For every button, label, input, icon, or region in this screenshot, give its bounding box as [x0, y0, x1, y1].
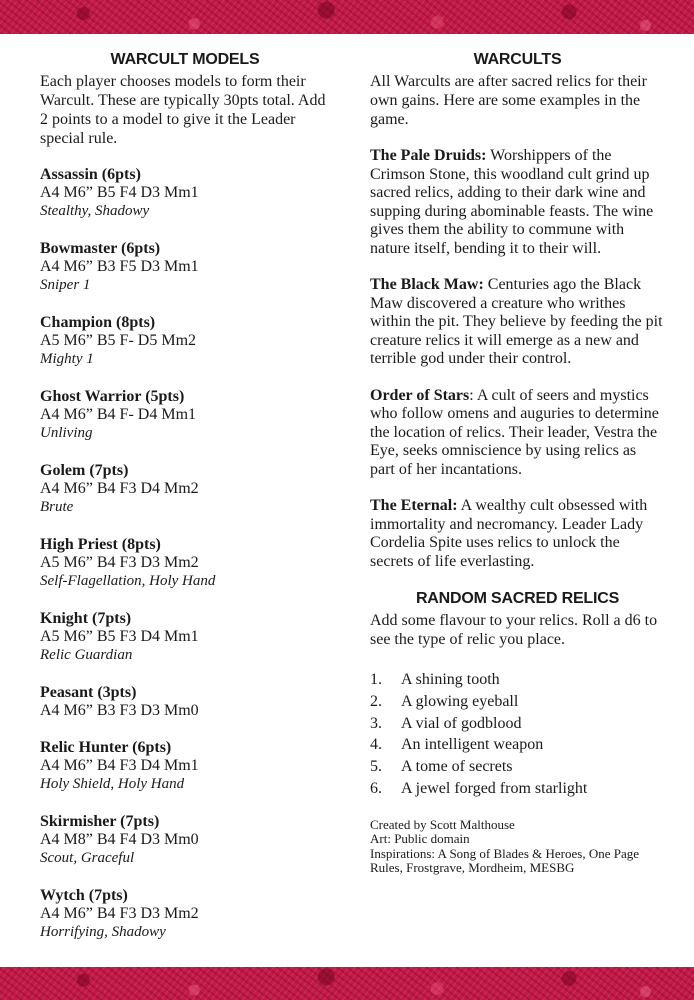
model-stats: A4 M6” B3 F5 D3 Mm1: [40, 258, 199, 275]
relic-item: [370, 734, 665, 756]
model-entry: [40, 813, 330, 868]
cult-description: : A cult of seers and mystics who follow omens and auguries to determine the location of relics. Their leader, Vestra the Eye, seeks omniscience by using relics as part of her incantations.: [370, 386, 659, 478]
relic-list: [370, 669, 665, 800]
model-stats: A5 M6” B5 F3 D4 Mm1: [40, 628, 199, 645]
relic-text: A glowing eyeball: [401, 692, 519, 710]
credits-art: Art: Public domain: [370, 831, 470, 847]
cult-entry: [370, 387, 665, 480]
model-name: Assassin (6pts): [40, 166, 141, 183]
model-special-rules: Mighty 1: [40, 351, 94, 367]
cult-entry: [370, 497, 665, 571]
model-entry: [40, 684, 330, 720]
model-name: Champion (8pts): [40, 314, 156, 331]
relics-heading: RANDOM SACRED RELICS: [415, 590, 620, 607]
model-stats: A4 M6” B4 F3 D3 Mm2: [40, 905, 199, 922]
model-stats: A4 M6” B4 F3 D4 Mm2: [40, 480, 199, 497]
bottom-decorative-band: [0, 967, 694, 1000]
model-entry: [40, 887, 330, 942]
model-entry: [40, 739, 330, 794]
model-stats: A4 M6” B3 F3 D3 Mm0: [40, 702, 199, 719]
relics-intro: Add some flavour to your relics. Roll a d6 to see the type of relic you place.: [370, 612, 658, 648]
warcult-models-intro: Each player chooses models to form their Warcult. These are typically 30pts total. Add 2 points to a model to give it the Leader special rule.: [40, 73, 326, 147]
model-entry: [40, 610, 330, 665]
relic-number: 1.: [370, 671, 382, 688]
relic-item: [370, 691, 665, 713]
relic-text: A shining tooth: [401, 671, 500, 688]
relic-number: 5.: [370, 758, 382, 776]
model-name: Bowmaster (6pts): [40, 240, 161, 257]
model-name: Relic Hunter (6pts): [40, 739, 172, 756]
cult-entry: [370, 147, 665, 258]
warcults-column: [370, 50, 665, 876]
cult-name: Order of Stars: [370, 386, 470, 404]
model-name: Skirmisher (7pts): [40, 813, 160, 830]
model-stats: A5 M6” B4 F3 D3 Mm2: [40, 554, 199, 571]
warcult-models-column: [40, 50, 330, 961]
model-stats: A5 M6” B5 F- D5 Mm2: [40, 332, 197, 349]
relic-number: 3.: [370, 714, 382, 732]
model-name: Knight (7pts): [40, 610, 132, 627]
relic-text: An intelligent weapon: [401, 736, 544, 754]
relic-number: 6.: [370, 779, 382, 797]
cult-name: The Pale Druids:: [370, 147, 487, 164]
warcults-heading: WARCULTS: [473, 51, 562, 68]
warcults-intro: All Warcults are after sacred relics for their own gains. Here are some examples in the game.: [370, 73, 647, 128]
credits-inspirations: Inspirations: A Song of Blades & Heroes, One Page Rules, Frostgrave, Mordheim, MESBG: [370, 845, 639, 876]
relic-text: A jewel forged from starlight: [401, 779, 588, 797]
model-stats: A4 M6” B4 F3 D4 Mm1: [40, 757, 199, 774]
cult-name: The Black Maw:: [370, 276, 484, 293]
warcult-models-heading: WARCULT MODELS: [110, 51, 260, 68]
relic-item: [370, 778, 665, 800]
relic-number: 4.: [370, 736, 382, 754]
model-special-rules: Relic Guardian: [40, 647, 133, 663]
model-name: Wytch (7pts): [40, 887, 128, 904]
cult-name: The Eternal:: [370, 497, 458, 514]
model-stats: A4 M8” B4 F4 D3 Mm0: [40, 831, 199, 848]
model-special-rules: Stealthy, Shadowy: [40, 203, 150, 219]
cult-entry: [370, 276, 665, 369]
model-entry: [40, 240, 330, 295]
cult-description: Centuries ago the Black Maw discovered a creature who writhes within the pit. They believe by feeding the pit creature relics it will emerge as a new and terrible god under their control.: [370, 276, 663, 367]
model-stats: A4 M6” B5 F4 D3 Mm1: [40, 184, 199, 201]
model-name: Peasant (3pts): [40, 684, 137, 701]
model-entry: [40, 388, 330, 443]
cult-description: A wealthy cult obsessed with immortality and necromancy. Leader Lady Cordelia Spite uses relics to unlock the secrets of life everlasting.: [370, 497, 648, 570]
model-entry: [40, 536, 330, 591]
model-special-rules: Unliving: [40, 425, 93, 441]
relic-item: [370, 669, 665, 691]
model-name: High Priest (8pts): [40, 536, 161, 553]
model-special-rules: Horrifying, Shadowy: [40, 924, 166, 940]
model-entry: [40, 462, 330, 517]
cults-list: [370, 147, 665, 571]
credits: [370, 818, 665, 876]
model-special-rules: Brute: [40, 499, 74, 515]
model-special-rules: Scout, Graceful: [40, 850, 135, 866]
relic-text: A vial of godblood: [401, 714, 522, 732]
model-name: Golem (7pts): [40, 462, 129, 479]
models-list: [40, 166, 330, 942]
model-entry: [40, 166, 330, 221]
top-decorative-band: [0, 0, 694, 34]
relic-number: 2.: [370, 692, 382, 710]
model-special-rules: Sniper 1: [40, 277, 91, 293]
relic-item: [370, 756, 665, 778]
model-special-rules: Self-Flagellation, Holy Hand: [40, 573, 216, 589]
model-stats: A4 M6” B4 F- D4 Mm1: [40, 406, 197, 423]
relic-item: [370, 713, 665, 735]
cult-description: Worshippers of the Crimson Stone, this woodland cult grind up sacred relics, adding to their dark wine and supping during abominable feasts. The wine gives them the ability to commune with nature itself, bending it to their will.: [370, 147, 654, 257]
model-name: Ghost Warrior (5pts): [40, 388, 185, 405]
credits-created-by: Created by Scott Malthouse: [370, 816, 515, 832]
model-entry: [40, 314, 330, 369]
relic-text: A tome of secrets: [401, 758, 513, 776]
model-special-rules: Holy Shield, Holy Hand: [40, 776, 185, 792]
